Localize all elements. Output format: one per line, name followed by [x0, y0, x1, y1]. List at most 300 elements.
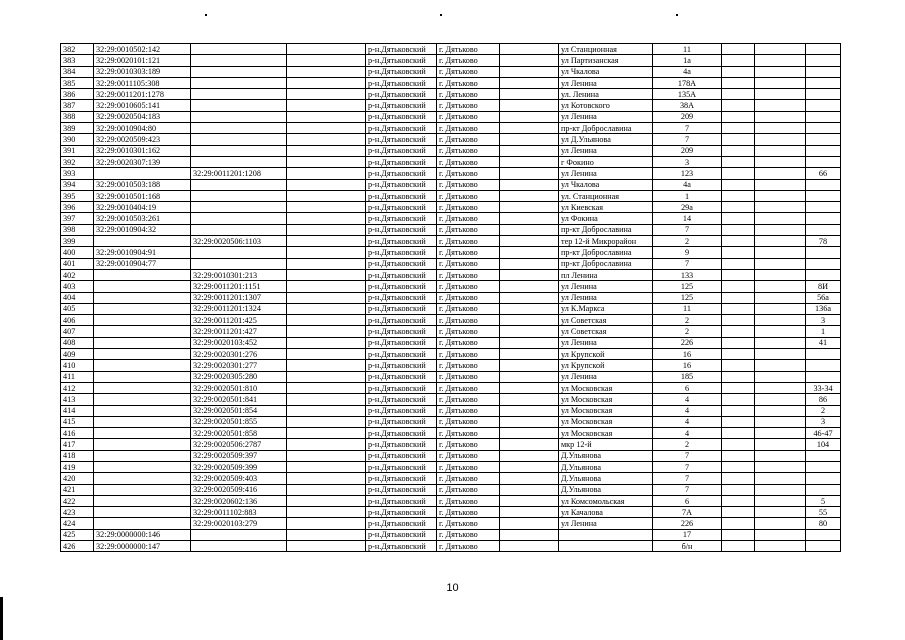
cell-letter-column — [755, 134, 806, 145]
cell-blank-column — [500, 473, 559, 484]
table-row — [61, 145, 841, 156]
cell-cadastral-number: 32:29:0011201:1278 — [94, 89, 191, 100]
table-row — [61, 337, 841, 348]
cell-district: р-н.Дятьковский — [366, 179, 437, 190]
cell-cadastral-number: 32:29:0010904:80 — [94, 123, 191, 134]
cell-house-number: 7 — [653, 484, 722, 495]
cell-street: пр-кт Доброславина — [559, 258, 653, 269]
cell-district: р-н.Дятьковский — [366, 337, 437, 348]
cell-building-number — [722, 123, 755, 134]
cell-apartment-number: 41 — [806, 337, 841, 348]
cell-street: Д.Ульянова — [559, 450, 653, 461]
cell-extra-column — [287, 292, 366, 303]
cell-apartment-number: 5 — [806, 495, 841, 506]
cell-building-number — [722, 269, 755, 280]
table-row — [61, 236, 841, 247]
cell-city: г. Дятьково — [437, 179, 500, 190]
cell-row-number: 394 — [61, 179, 94, 190]
page-number: 10 — [446, 582, 459, 594]
cell-building-cadastral-number: 32:29:0020509:399 — [191, 461, 287, 472]
cell-building-number — [722, 66, 755, 77]
cell-street: ул Московская — [559, 382, 653, 393]
cell-house-number: 4а — [653, 179, 722, 190]
cell-apartment-number — [806, 224, 841, 235]
cell-city: г. Дятьково — [437, 213, 500, 224]
table-row — [61, 55, 841, 66]
table-row — [61, 66, 841, 77]
cell-blank-column — [500, 156, 559, 167]
table-row — [61, 258, 841, 269]
cell-building-number — [722, 484, 755, 495]
cell-letter-column — [755, 394, 806, 405]
cell-apartment-number — [806, 190, 841, 201]
cell-blank-column — [500, 371, 559, 382]
cell-district: р-н.Дятьковский — [366, 202, 437, 213]
cell-city: г. Дятьково — [437, 202, 500, 213]
cell-building-number — [722, 507, 755, 518]
cell-city: г. Дятьково — [437, 337, 500, 348]
cell-city: г. Дятьково — [437, 507, 500, 518]
cell-apartment-number — [806, 450, 841, 461]
table-row — [61, 315, 841, 326]
cell-building-cadastral-number: 32:29:0020103:279 — [191, 518, 287, 529]
cell-district: р-н.Дятьковский — [366, 66, 437, 77]
cell-city: г. Дятьково — [437, 394, 500, 405]
cell-district: р-н.Дятьковский — [366, 156, 437, 167]
cell-letter-column — [755, 179, 806, 190]
cell-row-number: 383 — [61, 55, 94, 66]
cell-extra-column — [287, 382, 366, 393]
cell-building-number — [722, 303, 755, 314]
cell-apartment-number — [806, 66, 841, 77]
cell-building-cadastral-number: 32:29:0020305:280 — [191, 371, 287, 382]
cell-extra-column — [287, 269, 366, 280]
cell-blank-column — [500, 100, 559, 111]
cell-letter-column — [755, 123, 806, 134]
cell-blank-column — [500, 303, 559, 314]
cell-cadastral-number — [94, 484, 191, 495]
cell-blank-column — [500, 349, 559, 360]
cell-letter-column — [755, 495, 806, 506]
cell-house-number: 6 — [653, 382, 722, 393]
cell-building-cadastral-number — [191, 89, 287, 100]
cell-row-number: 397 — [61, 213, 94, 224]
cell-district: р-н.Дятьковский — [366, 303, 437, 314]
cell-apartment-number: 1 — [806, 326, 841, 337]
cell-letter-column — [755, 326, 806, 337]
table-row — [61, 224, 841, 235]
cell-building-cadastral-number: 32:29:0011201:1324 — [191, 303, 287, 314]
cell-building-number — [722, 236, 755, 247]
cell-street: ул Крупской — [559, 349, 653, 360]
cell-house-number: 2 — [653, 439, 722, 450]
cell-cadastral-number: 32:29:0020307:139 — [94, 156, 191, 167]
cell-city: г. Дятьково — [437, 416, 500, 427]
cell-building-cadastral-number — [191, 529, 287, 540]
cell-letter-column — [755, 258, 806, 269]
cell-apartment-number — [806, 258, 841, 269]
cell-building-cadastral-number — [191, 190, 287, 201]
scan-dot-center — [440, 14, 442, 16]
cell-building-cadastral-number — [191, 202, 287, 213]
cell-house-number: 11 — [653, 303, 722, 314]
cell-house-number: 1 — [653, 190, 722, 201]
cell-building-cadastral-number: 32:29:0020501:854 — [191, 405, 287, 416]
cell-apartment-number — [806, 529, 841, 540]
cell-row-number: 415 — [61, 416, 94, 427]
cell-building-number — [722, 281, 755, 292]
cell-city: г. Дятьково — [437, 281, 500, 292]
cell-district: р-н.Дятьковский — [366, 89, 437, 100]
cell-cadastral-number — [94, 495, 191, 506]
cell-cadastral-number: 32:29:0000000:147 — [94, 541, 191, 552]
cell-letter-column — [755, 518, 806, 529]
cell-building-cadastral-number: 32:29:0020509:403 — [191, 473, 287, 484]
cell-extra-column — [287, 145, 366, 156]
cell-house-number: 2 — [653, 236, 722, 247]
cell-letter-column — [755, 66, 806, 77]
table-row — [61, 111, 841, 122]
cell-row-number: 396 — [61, 202, 94, 213]
cell-row-number: 406 — [61, 315, 94, 326]
cell-letter-column — [755, 507, 806, 518]
cell-city: г. Дятьково — [437, 77, 500, 88]
cell-building-cadastral-number: 32:29:0011201:425 — [191, 315, 287, 326]
cell-blank-column — [500, 292, 559, 303]
cell-city: г. Дятьково — [437, 55, 500, 66]
cell-district: р-н.Дятьковский — [366, 450, 437, 461]
cell-cadastral-number: 32:29:0010301:162 — [94, 145, 191, 156]
cell-district: р-н.Дятьковский — [366, 518, 437, 529]
cell-building-cadastral-number: 32:29:0020501:855 — [191, 416, 287, 427]
cell-apartment-number: 33-34 — [806, 382, 841, 393]
cell-blank-column — [500, 123, 559, 134]
cell-extra-column — [287, 134, 366, 145]
cell-house-number: 16 — [653, 360, 722, 371]
cell-building-cadastral-number — [191, 213, 287, 224]
cell-city: г. Дятьково — [437, 66, 500, 77]
cell-cadastral-number: 32:29:0010503:261 — [94, 213, 191, 224]
cell-cadastral-number — [94, 428, 191, 439]
cell-city: г. Дятьково — [437, 100, 500, 111]
cell-letter-column — [755, 428, 806, 439]
cell-letter-column — [755, 303, 806, 314]
cell-building-number — [722, 371, 755, 382]
cell-house-number: 4 — [653, 394, 722, 405]
cell-district: р-н.Дятьковский — [366, 461, 437, 472]
cell-building-number — [722, 382, 755, 393]
cell-cadastral-number — [94, 382, 191, 393]
cell-extra-column — [287, 315, 366, 326]
cell-extra-column — [287, 518, 366, 529]
cell-house-number: 133 — [653, 269, 722, 280]
cell-district: р-н.Дятьковский — [366, 484, 437, 495]
table-row — [61, 202, 841, 213]
cell-blank-column — [500, 484, 559, 495]
cell-blank-column — [500, 190, 559, 201]
cell-city: г. Дятьково — [437, 224, 500, 235]
cell-blank-column — [500, 326, 559, 337]
table-row — [61, 156, 841, 167]
cell-letter-column — [755, 461, 806, 472]
cell-street: мкр 12-й — [559, 439, 653, 450]
cell-city: г. Дятьково — [437, 258, 500, 269]
table-row — [61, 529, 841, 540]
cell-street — [559, 529, 653, 540]
cell-cadastral-number — [94, 473, 191, 484]
cell-apartment-number: 46-47 — [806, 428, 841, 439]
cell-row-number: 386 — [61, 89, 94, 100]
cell-row-number: 387 — [61, 100, 94, 111]
cell-building-number — [722, 473, 755, 484]
cell-street: ул Ленина — [559, 337, 653, 348]
cell-blank-column — [500, 428, 559, 439]
cell-blank-column — [500, 405, 559, 416]
cell-city: г. Дятьково — [437, 247, 500, 258]
table-row — [61, 292, 841, 303]
cell-building-number — [722, 100, 755, 111]
cell-house-number: 185 — [653, 371, 722, 382]
cell-letter-column — [755, 168, 806, 179]
cell-house-number: 209 — [653, 145, 722, 156]
cell-apartment-number — [806, 156, 841, 167]
cell-city: г. Дятьково — [437, 484, 500, 495]
cell-building-cadastral-number: 32:29:0020506:1103 — [191, 236, 287, 247]
cell-district: р-н.Дятьковский — [366, 473, 437, 484]
cell-house-number: 7 — [653, 461, 722, 472]
cell-letter-column — [755, 100, 806, 111]
cell-building-cadastral-number: 32:29:0020509:416 — [191, 484, 287, 495]
cell-street: ул Советская — [559, 315, 653, 326]
cell-house-number: 2 — [653, 315, 722, 326]
cell-letter-column — [755, 315, 806, 326]
cell-apartment-number: 55 — [806, 507, 841, 518]
cell-city: г. Дятьково — [437, 382, 500, 393]
cell-extra-column — [287, 77, 366, 88]
table-row — [61, 44, 841, 55]
cell-building-number — [722, 495, 755, 506]
cell-city: г. Дятьково — [437, 541, 500, 552]
cell-cadastral-number — [94, 337, 191, 348]
cell-extra-column — [287, 156, 366, 167]
table-row — [61, 190, 841, 201]
cell-cadastral-number — [94, 439, 191, 450]
cell-blank-column — [500, 461, 559, 472]
cell-building-number — [722, 315, 755, 326]
cell-apartment-number — [806, 213, 841, 224]
cell-letter-column — [755, 337, 806, 348]
cell-city: г. Дятьково — [437, 405, 500, 416]
cell-row-number: 382 — [61, 44, 94, 55]
cell-blank-column — [500, 66, 559, 77]
cell-district: р-н.Дятьковский — [366, 439, 437, 450]
cell-building-number — [722, 416, 755, 427]
cell-blank-column — [500, 44, 559, 55]
cell-building-cadastral-number: 32:29:0020506:2787 — [191, 439, 287, 450]
cell-house-number: 7 — [653, 134, 722, 145]
cell-street: ул Московская — [559, 405, 653, 416]
cell-row-number: 410 — [61, 360, 94, 371]
cell-district: р-н.Дятьковский — [366, 55, 437, 66]
cell-house-number: 7 — [653, 224, 722, 235]
cell-row-number: 398 — [61, 224, 94, 235]
cell-district: р-н.Дятьковский — [366, 541, 437, 552]
cell-house-number: 7 — [653, 450, 722, 461]
table-row — [61, 269, 841, 280]
cell-city: г. Дятьково — [437, 461, 500, 472]
cell-building-number — [722, 202, 755, 213]
cell-apartment-number: 56а — [806, 292, 841, 303]
cell-apartment-number — [806, 541, 841, 552]
cell-street — [559, 541, 653, 552]
table-row — [61, 247, 841, 258]
cell-row-number: 400 — [61, 247, 94, 258]
cell-house-number: 7 — [653, 258, 722, 269]
cell-building-cadastral-number: 32:29:0020103:452 — [191, 337, 287, 348]
cell-city: г. Дятьково — [437, 145, 500, 156]
cell-row-number: 403 — [61, 281, 94, 292]
cell-blank-column — [500, 518, 559, 529]
cell-street: ул Киевская — [559, 202, 653, 213]
cell-house-number: 125 — [653, 281, 722, 292]
table-row — [61, 450, 841, 461]
cell-apartment-number — [806, 44, 841, 55]
cell-street: ул Фокина — [559, 213, 653, 224]
cell-house-number: 123 — [653, 168, 722, 179]
cell-district: р-н.Дятьковский — [366, 292, 437, 303]
cell-apartment-number — [806, 371, 841, 382]
cell-blank-column — [500, 145, 559, 156]
cell-street: ул Ленина — [559, 281, 653, 292]
table-row — [61, 405, 841, 416]
cell-letter-column — [755, 224, 806, 235]
cell-street: ул Ленина — [559, 77, 653, 88]
table-row — [61, 213, 841, 224]
cell-apartment-number: 80 — [806, 518, 841, 529]
cell-extra-column — [287, 236, 366, 247]
cell-apartment-number — [806, 179, 841, 190]
cell-street: ул Московская — [559, 416, 653, 427]
table-row — [61, 303, 841, 314]
table-row — [61, 507, 841, 518]
cell-row-number: 390 — [61, 134, 94, 145]
cell-city: г. Дятьково — [437, 89, 500, 100]
cell-apartment-number: 86 — [806, 394, 841, 405]
cell-house-number: 4а — [653, 66, 722, 77]
cell-street: ул Чкалова — [559, 66, 653, 77]
cell-cadastral-number — [94, 315, 191, 326]
cell-building-cadastral-number: 32:29:0020501:858 — [191, 428, 287, 439]
cell-street: ул Ленина — [559, 292, 653, 303]
cell-letter-column — [755, 247, 806, 258]
cell-district: р-н.Дятьковский — [366, 281, 437, 292]
cell-building-cadastral-number: 32:29:0020501:841 — [191, 394, 287, 405]
cell-city: г. Дятьково — [437, 360, 500, 371]
cell-letter-column — [755, 484, 806, 495]
cell-cadastral-number — [94, 349, 191, 360]
cell-building-number — [722, 224, 755, 235]
cell-city: г. Дятьково — [437, 315, 500, 326]
cell-blank-column — [500, 213, 559, 224]
table-row — [61, 371, 841, 382]
cell-cadastral-number: 32:29:0010503:188 — [94, 179, 191, 190]
cell-house-number: 4 — [653, 405, 722, 416]
cell-house-number: 4 — [653, 416, 722, 427]
cell-extra-column — [287, 111, 366, 122]
cell-district: р-н.Дятьковский — [366, 111, 437, 122]
cell-district: р-н.Дятьковский — [366, 326, 437, 337]
cell-district: р-н.Дятьковский — [366, 394, 437, 405]
cell-letter-column — [755, 202, 806, 213]
cell-cadastral-number: 32:29:0010904:77 — [94, 258, 191, 269]
cell-district: р-н.Дятьковский — [366, 77, 437, 88]
cell-street: ул Крупской — [559, 360, 653, 371]
cell-blank-column — [500, 507, 559, 518]
cell-blank-column — [500, 55, 559, 66]
cell-city: г. Дятьково — [437, 439, 500, 450]
cell-street: ул Советская — [559, 326, 653, 337]
cell-district: р-н.Дятьковский — [366, 428, 437, 439]
cell-building-number — [722, 439, 755, 450]
cell-apartment-number — [806, 145, 841, 156]
cell-cadastral-number: 32:29:0010303:189 — [94, 66, 191, 77]
cell-building-number — [722, 349, 755, 360]
cell-extra-column — [287, 66, 366, 77]
cell-apartment-number — [806, 360, 841, 371]
cell-district: р-н.Дятьковский — [366, 315, 437, 326]
cell-house-number: 9 — [653, 247, 722, 258]
cell-extra-column — [287, 247, 366, 258]
cell-city: г. Дятьково — [437, 326, 500, 337]
cell-row-number: 404 — [61, 292, 94, 303]
cell-house-number: 17 — [653, 529, 722, 540]
cell-city: г. Дятьково — [437, 269, 500, 280]
cell-row-number: 414 — [61, 405, 94, 416]
table-row — [61, 461, 841, 472]
cell-city: г. Дятьково — [437, 428, 500, 439]
cell-building-cadastral-number — [191, 66, 287, 77]
cell-cadastral-number — [94, 394, 191, 405]
cell-letter-column — [755, 541, 806, 552]
cell-row-number: 399 — [61, 236, 94, 247]
cell-extra-column — [287, 281, 366, 292]
cell-building-number — [722, 428, 755, 439]
cell-cadastral-number — [94, 360, 191, 371]
table-row — [61, 439, 841, 450]
cell-extra-column — [287, 450, 366, 461]
scan-edge-mark — [0, 597, 3, 640]
table-row — [61, 123, 841, 134]
cell-district: р-н.Дятьковский — [366, 123, 437, 134]
cell-apartment-number: 8И — [806, 281, 841, 292]
cell-blank-column — [500, 360, 559, 371]
cell-district: р-н.Дятьковский — [366, 360, 437, 371]
cell-building-cadastral-number — [191, 44, 287, 55]
cell-city: г. Дятьково — [437, 292, 500, 303]
cell-district: р-н.Дятьковский — [366, 224, 437, 235]
cell-street: Д.Ульянова — [559, 473, 653, 484]
cell-house-number: 226 — [653, 518, 722, 529]
cell-row-number: 417 — [61, 439, 94, 450]
cell-apartment-number: 104 — [806, 439, 841, 450]
cell-city: г. Дятьково — [437, 123, 500, 134]
cell-extra-column — [287, 495, 366, 506]
cell-blank-column — [500, 224, 559, 235]
cell-cadastral-number — [94, 518, 191, 529]
cell-extra-column — [287, 213, 366, 224]
cell-building-number — [722, 518, 755, 529]
cell-row-number: 395 — [61, 190, 94, 201]
